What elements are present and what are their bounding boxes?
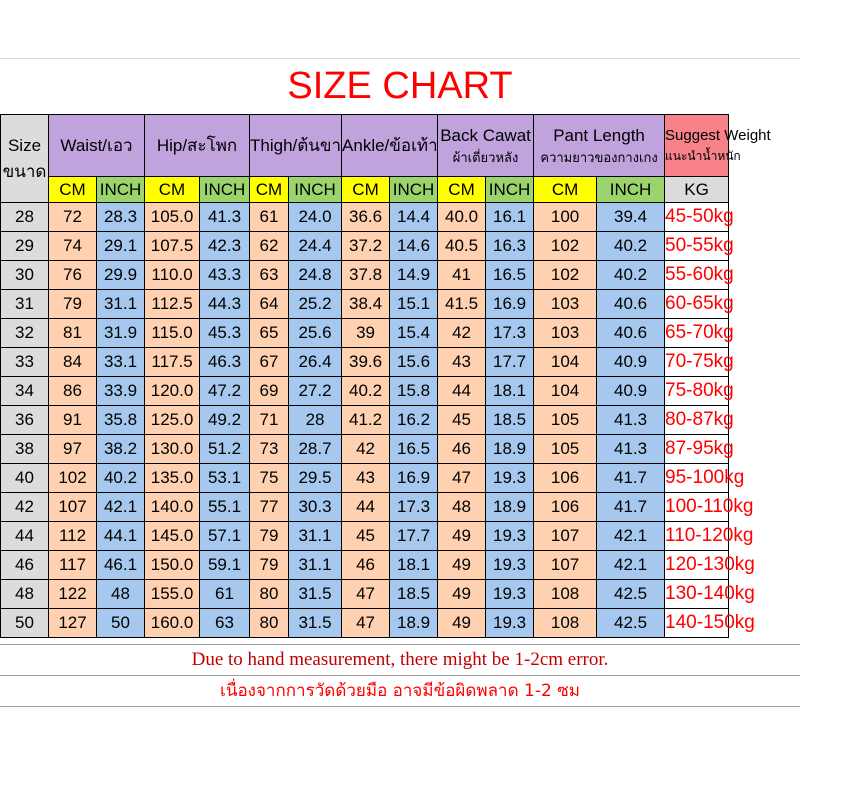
inch-value-cell: 43.3 xyxy=(200,261,250,290)
cm-value-cell: 104 xyxy=(534,348,597,377)
cm-value-cell: 106 xyxy=(534,464,597,493)
unit-cm: CM xyxy=(342,177,390,203)
pant-length-header-label: Pant Length xyxy=(553,126,645,146)
inch-value-cell: 17.7 xyxy=(486,348,534,377)
cm-value-cell: 122 xyxy=(49,580,97,609)
inch-value-cell: 42.1 xyxy=(97,493,145,522)
size-cell: 50 xyxy=(1,609,49,638)
cm-value-cell: 39 xyxy=(342,319,390,348)
inch-value-cell: 45.3 xyxy=(200,319,250,348)
inch-value-cell: 28.7 xyxy=(289,435,342,464)
inch-value-cell: 27.2 xyxy=(289,377,342,406)
cm-value-cell: 42 xyxy=(342,435,390,464)
inch-value-cell: 16.9 xyxy=(390,464,438,493)
cm-value-cell: 79 xyxy=(250,522,289,551)
unit-cm: CM xyxy=(49,177,97,203)
weight-cell: 100-110kg xyxy=(665,493,729,522)
cm-value-cell: 105 xyxy=(534,406,597,435)
weight-header-th: แนะนำน้ำหนัก xyxy=(665,148,741,163)
size-cell: 32 xyxy=(1,319,49,348)
cm-value-cell: 43 xyxy=(438,348,486,377)
weight-cell: 50-55kg xyxy=(665,232,729,261)
weight-header xyxy=(665,115,771,177)
inch-value-cell: 28 xyxy=(289,406,342,435)
inch-value-cell: 19.3 xyxy=(486,580,534,609)
inch-value-cell: 42.5 xyxy=(597,580,665,609)
inch-value-cell: 26.4 xyxy=(289,348,342,377)
table-row xyxy=(1,464,852,493)
pant-length-header-th: ความยาวของกางเกง xyxy=(540,149,658,165)
size-cell: 42 xyxy=(1,493,49,522)
size-cell: 38 xyxy=(1,435,49,464)
inch-value-cell: 35.8 xyxy=(97,406,145,435)
cm-value-cell: 105 xyxy=(534,435,597,464)
table-row xyxy=(1,522,852,551)
weight-cell: 130-140kg xyxy=(665,580,729,609)
cm-value-cell: 125.0 xyxy=(145,406,200,435)
cm-value-cell: 77 xyxy=(250,493,289,522)
cm-value-cell: 47 xyxy=(342,609,390,638)
size-header-th: ขนาด xyxy=(2,161,47,181)
cm-value-cell: 48 xyxy=(438,493,486,522)
inch-value-cell: 57.1 xyxy=(200,522,250,551)
cm-value-cell: 74 xyxy=(49,232,97,261)
inch-value-cell: 18.9 xyxy=(486,435,534,464)
cm-value-cell: 61 xyxy=(250,203,289,232)
page-title: SIZE CHART xyxy=(287,65,513,107)
cm-value-cell: 40.5 xyxy=(438,232,486,261)
table-row xyxy=(1,580,852,609)
cm-value-cell: 115.0 xyxy=(145,319,200,348)
inch-value-cell: 19.3 xyxy=(486,522,534,551)
cm-value-cell: 91 xyxy=(49,406,97,435)
waist-header-label: Waist/เอว xyxy=(60,135,133,155)
thigh-header xyxy=(250,115,342,177)
back-cawat-header-label: Back Cawat xyxy=(440,126,531,146)
inch-value-cell: 18.1 xyxy=(486,377,534,406)
inch-value-cell: 29.9 xyxy=(97,261,145,290)
cm-value-cell: 47 xyxy=(438,464,486,493)
size-cell: 36 xyxy=(1,406,49,435)
cm-value-cell: 108 xyxy=(534,580,597,609)
inch-value-cell: 40.9 xyxy=(597,348,665,377)
size-cell: 29 xyxy=(1,232,49,261)
inch-value-cell: 18.9 xyxy=(486,493,534,522)
inch-value-cell: 51.2 xyxy=(200,435,250,464)
inch-value-cell: 40.2 xyxy=(97,464,145,493)
cm-value-cell: 45 xyxy=(342,522,390,551)
size-cell: 31 xyxy=(1,290,49,319)
inch-value-cell: 18.9 xyxy=(390,609,438,638)
cm-value-cell: 103 xyxy=(534,290,597,319)
inch-value-cell: 42.5 xyxy=(597,609,665,638)
size-cell: 46 xyxy=(1,551,49,580)
unit-kg: KG xyxy=(665,177,729,203)
cm-value-cell: 107 xyxy=(534,522,597,551)
weight-cell: 110-120kg xyxy=(665,522,729,551)
thigh-header-label: Thigh/ต้นขา xyxy=(250,135,342,155)
cm-value-cell: 40.2 xyxy=(342,377,390,406)
cm-value-cell: 67 xyxy=(250,348,289,377)
inch-value-cell: 55.1 xyxy=(200,493,250,522)
weight-cell: 80-87kg xyxy=(665,406,729,435)
table-row xyxy=(1,348,852,377)
back-cawat-header-th: ผ้าเตี่ยวหลัง xyxy=(452,149,519,165)
inch-value-cell: 19.3 xyxy=(486,464,534,493)
inch-value-cell: 40.6 xyxy=(597,290,665,319)
table-body xyxy=(1,115,852,638)
inch-value-cell: 14.9 xyxy=(390,261,438,290)
cm-value-cell: 37.2 xyxy=(342,232,390,261)
cm-value-cell: 37.8 xyxy=(342,261,390,290)
table-row xyxy=(1,609,852,638)
note-thai: เนื่องจากการวัดด้วยมือ อาจมีข้อผิดพลาด 1-2 ซม xyxy=(220,681,580,701)
unit-inch: INCH xyxy=(390,177,438,203)
size-header xyxy=(1,115,49,203)
inch-value-cell: 50 xyxy=(97,609,145,638)
cm-value-cell: 73 xyxy=(250,435,289,464)
size-cell: 30 xyxy=(1,261,49,290)
cm-value-cell: 36.6 xyxy=(342,203,390,232)
inch-value-cell: 17.7 xyxy=(390,522,438,551)
weight-cell: 120-130kg xyxy=(665,551,729,580)
inch-value-cell: 41.7 xyxy=(597,464,665,493)
inch-value-cell: 41.3 xyxy=(597,435,665,464)
inch-value-cell: 24.4 xyxy=(289,232,342,261)
cm-value-cell: 160.0 xyxy=(145,609,200,638)
inch-value-cell: 16.5 xyxy=(486,261,534,290)
cm-value-cell: 80 xyxy=(250,580,289,609)
inch-value-cell: 31.1 xyxy=(289,522,342,551)
inch-value-cell: 31.5 xyxy=(289,609,342,638)
cm-value-cell: 102 xyxy=(534,232,597,261)
cm-value-cell: 127 xyxy=(49,609,97,638)
header-row-units xyxy=(1,177,852,203)
weight-header-label: Suggest Weight xyxy=(665,127,771,145)
cm-value-cell: 76 xyxy=(49,261,97,290)
inch-value-cell: 42.3 xyxy=(200,232,250,261)
cm-value-cell: 75 xyxy=(250,464,289,493)
cm-value-cell: 107 xyxy=(534,551,597,580)
hip-header xyxy=(145,115,250,177)
inch-value-cell: 16.1 xyxy=(486,203,534,232)
cm-value-cell: 112 xyxy=(49,522,97,551)
inch-value-cell: 15.1 xyxy=(390,290,438,319)
size-cell: 44 xyxy=(1,522,49,551)
unit-cm: CM xyxy=(534,177,597,203)
inch-value-cell: 49.2 xyxy=(200,406,250,435)
cm-value-cell: 44 xyxy=(342,493,390,522)
table-row xyxy=(1,493,852,522)
pant-length-header xyxy=(534,115,665,177)
inch-value-cell: 16.5 xyxy=(390,435,438,464)
inch-value-cell: 16.3 xyxy=(486,232,534,261)
inch-value-cell: 28.3 xyxy=(97,203,145,232)
inch-value-cell: 42.1 xyxy=(597,522,665,551)
inch-value-cell: 19.3 xyxy=(486,609,534,638)
cm-value-cell: 102 xyxy=(534,261,597,290)
cm-value-cell: 42 xyxy=(438,319,486,348)
inch-value-cell: 46.1 xyxy=(97,551,145,580)
unit-cm: CM xyxy=(145,177,200,203)
inch-value-cell: 25.2 xyxy=(289,290,342,319)
inch-value-cell: 33.9 xyxy=(97,377,145,406)
size-cell: 40 xyxy=(1,464,49,493)
cm-value-cell: 49 xyxy=(438,522,486,551)
cm-value-cell: 40.0 xyxy=(438,203,486,232)
unit-inch: INCH xyxy=(597,177,665,203)
inch-value-cell: 29.5 xyxy=(289,464,342,493)
inch-value-cell: 59.1 xyxy=(200,551,250,580)
inch-value-cell: 24.0 xyxy=(289,203,342,232)
cm-value-cell: 117.5 xyxy=(145,348,200,377)
table-row xyxy=(1,377,852,406)
inch-value-cell: 17.3 xyxy=(486,319,534,348)
weight-cell: 60-65kg xyxy=(665,290,729,319)
inch-value-cell: 42.1 xyxy=(597,551,665,580)
inch-value-cell: 41.3 xyxy=(200,203,250,232)
inch-value-cell: 31.5 xyxy=(289,580,342,609)
table-row xyxy=(1,290,852,319)
unit-inch: INCH xyxy=(200,177,250,203)
cm-value-cell: 64 xyxy=(250,290,289,319)
cm-value-cell: 41.5 xyxy=(438,290,486,319)
inch-value-cell: 17.3 xyxy=(390,493,438,522)
ankle-header xyxy=(342,115,438,177)
unit-inch: INCH xyxy=(486,177,534,203)
size-cell: 34 xyxy=(1,377,49,406)
inch-value-cell: 40.2 xyxy=(597,261,665,290)
cm-value-cell: 86 xyxy=(49,377,97,406)
inch-value-cell: 41.3 xyxy=(597,406,665,435)
cm-value-cell: 102 xyxy=(49,464,97,493)
inch-value-cell: 15.8 xyxy=(390,377,438,406)
cm-value-cell: 104 xyxy=(534,377,597,406)
back-cawat-header xyxy=(438,115,534,177)
cm-value-cell: 79 xyxy=(250,551,289,580)
inch-value-cell: 39.4 xyxy=(597,203,665,232)
hip-header-label: Hip/สะโพก xyxy=(156,135,238,155)
inch-value-cell: 18.5 xyxy=(390,580,438,609)
inch-value-cell: 46.3 xyxy=(200,348,250,377)
inch-value-cell: 61 xyxy=(200,580,250,609)
cm-value-cell: 49 xyxy=(438,609,486,638)
cm-value-cell: 97 xyxy=(49,435,97,464)
cm-value-cell: 145.0 xyxy=(145,522,200,551)
inch-value-cell: 19.3 xyxy=(486,551,534,580)
inch-value-cell: 53.1 xyxy=(200,464,250,493)
inch-value-cell: 40.2 xyxy=(597,232,665,261)
cm-value-cell: 63 xyxy=(250,261,289,290)
note-english: Due to hand measurement, there might be 1-2cm error. xyxy=(191,649,609,670)
cm-value-cell: 103 xyxy=(534,319,597,348)
cm-value-cell: 47 xyxy=(342,580,390,609)
cm-value-cell: 107.5 xyxy=(145,232,200,261)
cm-value-cell: 110.0 xyxy=(145,261,200,290)
weight-cell: 95-100kg xyxy=(665,464,729,493)
cm-value-cell: 39.6 xyxy=(342,348,390,377)
inch-value-cell: 31.9 xyxy=(97,319,145,348)
inch-value-cell: 47.2 xyxy=(200,377,250,406)
inch-value-cell: 18.1 xyxy=(390,551,438,580)
inch-value-cell: 24.8 xyxy=(289,261,342,290)
cm-value-cell: 117 xyxy=(49,551,97,580)
note-divider-bottom xyxy=(0,706,800,707)
table-row xyxy=(1,261,852,290)
table-row xyxy=(1,203,852,232)
inch-value-cell: 44.1 xyxy=(97,522,145,551)
inch-value-cell: 15.4 xyxy=(390,319,438,348)
inch-value-cell: 15.6 xyxy=(390,348,438,377)
inch-value-cell: 29.1 xyxy=(97,232,145,261)
table-row xyxy=(1,406,852,435)
inch-value-cell: 44.3 xyxy=(200,290,250,319)
cm-value-cell: 71 xyxy=(250,406,289,435)
inch-value-cell: 31.1 xyxy=(97,290,145,319)
cm-value-cell: 105.0 xyxy=(145,203,200,232)
cm-value-cell: 130.0 xyxy=(145,435,200,464)
cm-value-cell: 44 xyxy=(438,377,486,406)
weight-cell: 65-70kg xyxy=(665,319,729,348)
cm-value-cell: 140.0 xyxy=(145,493,200,522)
cm-value-cell: 155.0 xyxy=(145,580,200,609)
weight-cell: 70-75kg xyxy=(665,348,729,377)
cm-value-cell: 79 xyxy=(49,290,97,319)
size-chart-table xyxy=(0,114,852,638)
size-cell: 28 xyxy=(1,203,49,232)
unit-cm: CM xyxy=(250,177,289,203)
weight-cell: 55-60kg xyxy=(665,261,729,290)
cm-value-cell: 106 xyxy=(534,493,597,522)
cm-value-cell: 135.0 xyxy=(145,464,200,493)
inch-value-cell: 63 xyxy=(200,609,250,638)
inch-value-cell: 14.6 xyxy=(390,232,438,261)
table-row xyxy=(1,551,852,580)
ankle-header-label: Ankle/ข้อเท้า xyxy=(342,135,438,155)
size-header-en: Size xyxy=(7,136,42,156)
cm-value-cell: 41.2 xyxy=(342,406,390,435)
table-row xyxy=(1,319,852,348)
inch-value-cell: 14.4 xyxy=(390,203,438,232)
cm-value-cell: 49 xyxy=(438,551,486,580)
cm-value-cell: 41 xyxy=(438,261,486,290)
cm-value-cell: 150.0 xyxy=(145,551,200,580)
cm-value-cell: 100 xyxy=(534,203,597,232)
cm-value-cell: 69 xyxy=(250,377,289,406)
cm-value-cell: 49 xyxy=(438,580,486,609)
cm-value-cell: 45 xyxy=(438,406,486,435)
weight-cell: 140-150kg xyxy=(665,609,729,638)
inch-value-cell: 16.2 xyxy=(390,406,438,435)
inch-value-cell: 41.7 xyxy=(597,493,665,522)
cm-value-cell: 46 xyxy=(438,435,486,464)
cm-value-cell: 62 xyxy=(250,232,289,261)
unit-inch: INCH xyxy=(289,177,342,203)
cm-value-cell: 80 xyxy=(250,609,289,638)
inch-value-cell: 33.1 xyxy=(97,348,145,377)
waist-header xyxy=(49,115,145,177)
inch-value-cell: 38.2 xyxy=(97,435,145,464)
cm-value-cell: 84 xyxy=(49,348,97,377)
cm-value-cell: 108 xyxy=(534,609,597,638)
cm-value-cell: 65 xyxy=(250,319,289,348)
inch-value-cell: 48 xyxy=(97,580,145,609)
weight-cell: 75-80kg xyxy=(665,377,729,406)
table-row xyxy=(1,435,852,464)
inch-value-cell: 40.6 xyxy=(597,319,665,348)
size-cell: 48 xyxy=(1,580,49,609)
cm-value-cell: 72 xyxy=(49,203,97,232)
cm-value-cell: 81 xyxy=(49,319,97,348)
weight-cell: 45-50kg xyxy=(665,203,729,232)
cm-value-cell: 112.5 xyxy=(145,290,200,319)
inch-value-cell: 31.1 xyxy=(289,551,342,580)
inch-value-cell: 40.9 xyxy=(597,377,665,406)
size-cell: 33 xyxy=(1,348,49,377)
table-row xyxy=(1,232,852,261)
cm-value-cell: 120.0 xyxy=(145,377,200,406)
unit-inch: INCH xyxy=(97,177,145,203)
inch-value-cell: 30.3 xyxy=(289,493,342,522)
cm-value-cell: 43 xyxy=(342,464,390,493)
inch-value-cell: 18.5 xyxy=(486,406,534,435)
unit-cm: CM xyxy=(438,177,486,203)
header-row-primary xyxy=(1,115,852,177)
inch-value-cell: 16.9 xyxy=(486,290,534,319)
inch-value-cell: 25.6 xyxy=(289,319,342,348)
cm-value-cell: 107 xyxy=(49,493,97,522)
cm-value-cell: 46 xyxy=(342,551,390,580)
weight-cell: 87-95kg xyxy=(665,435,729,464)
cm-value-cell: 38.4 xyxy=(342,290,390,319)
